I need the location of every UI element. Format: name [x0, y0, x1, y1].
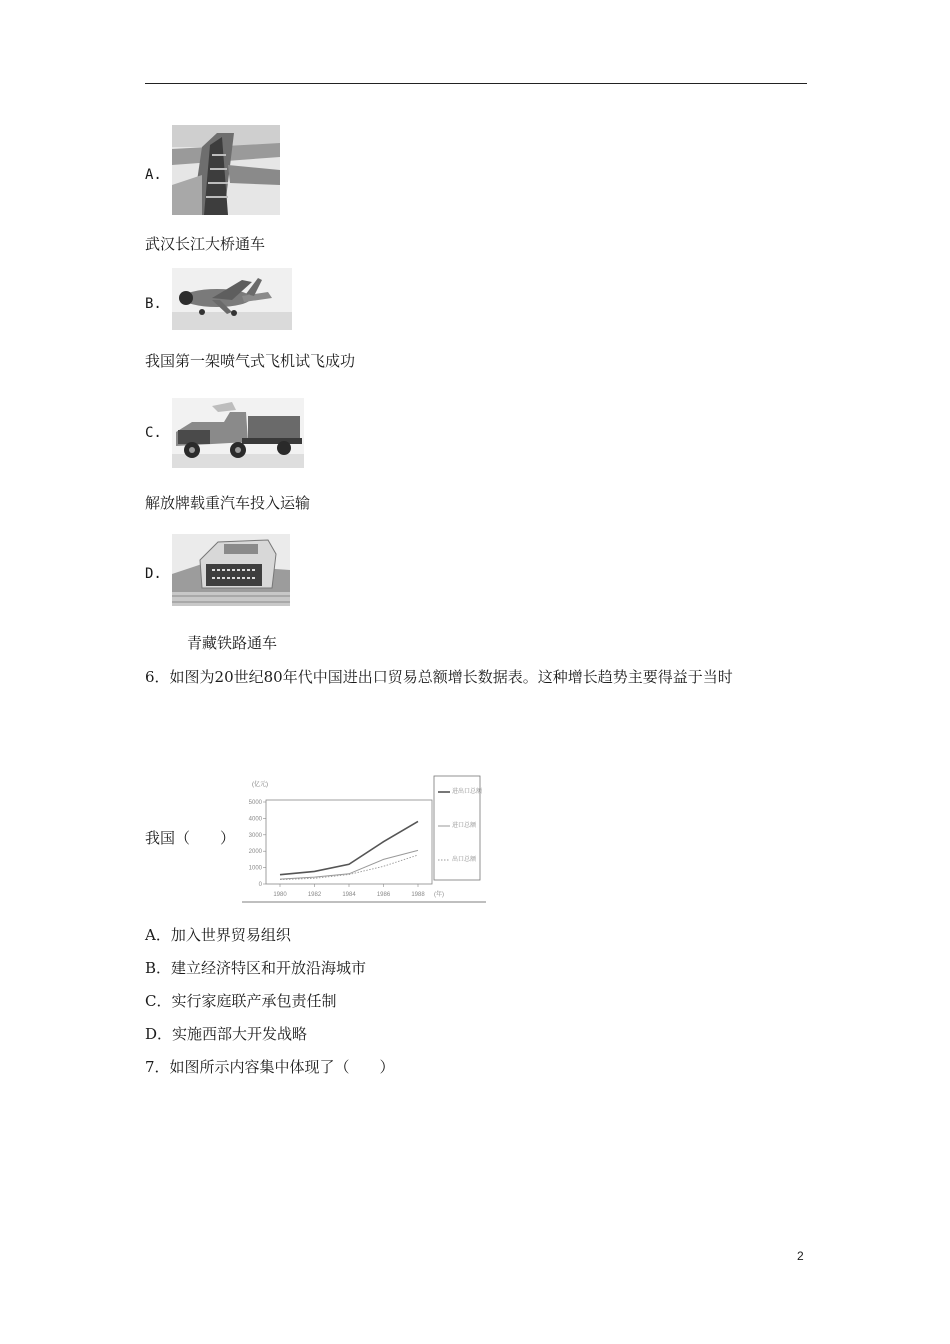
page-number: 2 [797, 1249, 804, 1263]
series-line-1 [280, 821, 418, 874]
legend-label-3: 出口总额 [452, 857, 477, 863]
option-6b: B．建立经济特区和开放沿海城市 [145, 959, 367, 977]
y-tick-label: 3000 [248, 832, 262, 839]
y-tick-label: 1000 [248, 865, 262, 872]
series-line-3 [280, 855, 418, 880]
y-tick-label: 5000 [248, 800, 262, 806]
x-tick-label: 1982 [307, 892, 322, 898]
option-b-caption: 我国第一架喷气式飞机试飞成功 [145, 352, 356, 370]
option-d-letter: D. [145, 566, 162, 582]
chart-legend [434, 776, 483, 880]
option-b-letter: B. [145, 296, 162, 312]
question-6-stem-tail: 我国（ ） [145, 829, 236, 847]
trade-chart [242, 774, 488, 906]
truck-photo [172, 398, 304, 468]
option-6d: D．实施西部大开发战略 [145, 1025, 308, 1043]
train-photo [172, 534, 290, 606]
plot-frame [266, 800, 432, 884]
option-a-letter: A. [145, 167, 162, 183]
question-7-stem: 7．如图所示内容集中体现了（ ） [145, 1058, 395, 1076]
x-tick-label: 1980 [273, 892, 287, 898]
jet-plane-photo [172, 268, 292, 330]
y-tick-label: 4000 [248, 816, 262, 823]
legend-label-1: 进出口总额 [452, 789, 483, 795]
option-a-caption: 武汉长江大桥通车 [145, 235, 266, 253]
option-6c: C．实行家庭联产承包责任制 [145, 992, 337, 1010]
legend-label-2: 进口总额 [452, 823, 477, 829]
x-tick-label: 1988 [411, 892, 425, 898]
x-unit-label: (年) [434, 892, 444, 898]
question-6-stem: 6．如图为20世纪80年代中国进出口贸易总额增长数据表。这种增长趋势主要得益于当时 [145, 668, 733, 686]
y-tick-label: 2000 [248, 849, 262, 856]
option-d-caption: 青藏铁路通车 [187, 634, 278, 652]
chart-axes [242, 780, 486, 902]
option-c-letter: C. [145, 425, 162, 441]
y-unit-label: (亿元) [252, 782, 268, 788]
x-tick-label: 1986 [376, 892, 391, 898]
option-6a: A．加入世界贸易组织 [145, 926, 291, 944]
header-rule [145, 83, 807, 84]
chart-lines [280, 821, 418, 879]
x-tick-label: 1984 [342, 892, 356, 898]
option-c-caption: 解放牌载重汽车投入运输 [145, 494, 311, 512]
bridge-photo [172, 125, 280, 215]
y-tick-label: 0 [258, 882, 262, 888]
